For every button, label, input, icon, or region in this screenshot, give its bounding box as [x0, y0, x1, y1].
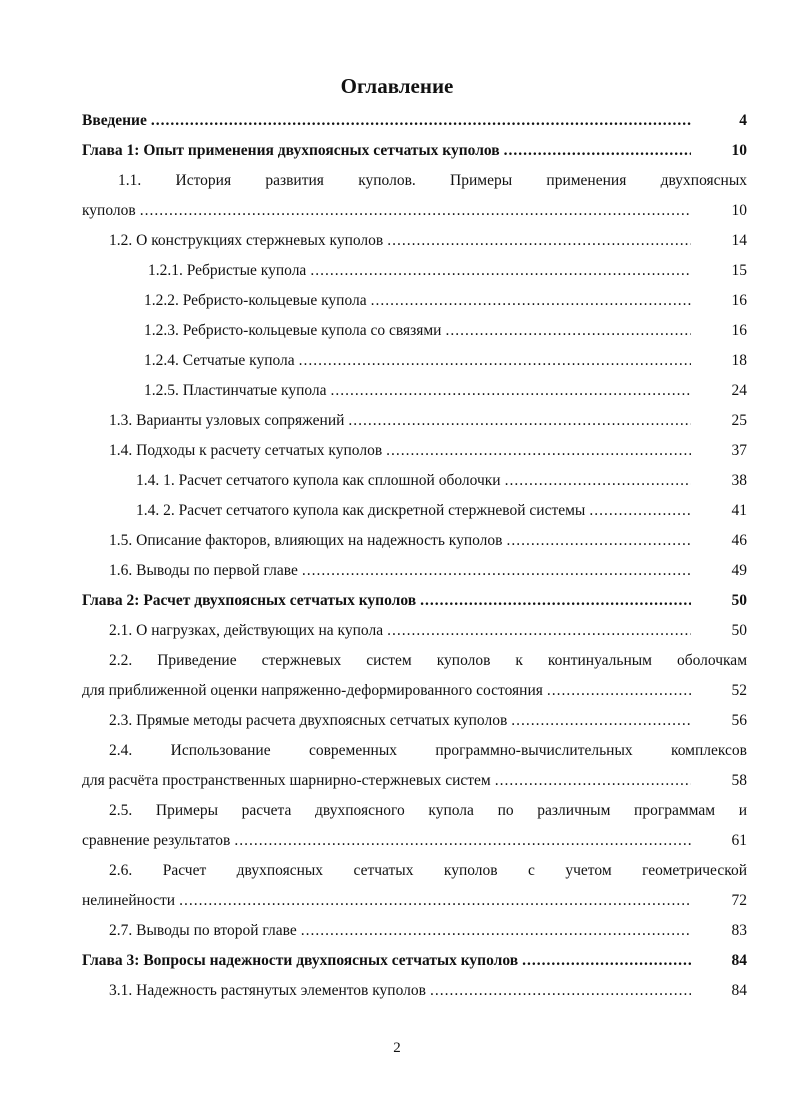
toc-entry[interactable]: [82, 856, 747, 916]
toc-entry[interactable]: [82, 736, 747, 796]
toc-entry-title: 2.3. Прямые методы расчета двухпоясных сетчатых куполов: [109, 712, 508, 729]
toc-entry[interactable]: [82, 796, 747, 856]
toc-entry-title-line1: 2.5. Примеры расчета двухпоясного купола по различным программам и: [109, 802, 747, 819]
toc-entry-page: 38: [731, 472, 747, 489]
toc-entry-page: 84: [731, 952, 747, 969]
dot-leader: [511, 712, 691, 730]
dot-leader: [430, 982, 691, 1000]
table-of-contents: [82, 106, 747, 1006]
toc-entry[interactable]: [82, 256, 747, 286]
toc-entry-title: Введение: [82, 112, 147, 129]
toc-entry[interactable]: [82, 526, 747, 556]
toc-entry[interactable]: [82, 976, 747, 1006]
dot-leader: [506, 532, 691, 550]
toc-entry[interactable]: [82, 226, 747, 256]
toc-entry-page: 61: [731, 832, 747, 849]
dot-leader: [331, 382, 691, 400]
toc-entry-page: 16: [731, 292, 747, 309]
toc-entry-title: 1.5. Описание факторов, влияющих на надежность куполов: [109, 532, 503, 549]
dot-leader: [504, 142, 691, 160]
dot-leader: [505, 472, 691, 490]
dot-leader: [589, 502, 691, 520]
toc-entry-page: 46: [731, 532, 747, 549]
toc-entry-title: 1.4. Подходы к расчету сетчатых куполов: [109, 442, 383, 459]
toc-entry-title: 1.4. 1. Расчет сетчатого купола как сплошной оболочки: [136, 472, 501, 489]
toc-entry-page: 41: [731, 502, 747, 519]
toc-entry-title: куполов: [82, 202, 136, 219]
dot-leader: [310, 262, 691, 280]
toc-entry-page: 37: [731, 442, 747, 459]
dot-leader: [302, 562, 691, 580]
toc-entry[interactable]: [82, 436, 747, 466]
toc-entry-title: 1.6. Выводы по первой главе: [109, 562, 298, 579]
toc-entry-title: Глава 1: Опыт применения двухпоясных сетчатых куполов: [82, 142, 500, 159]
toc-entry-page: 50: [731, 622, 747, 639]
toc-entry[interactable]: [82, 466, 747, 496]
dot-leader: [299, 352, 691, 370]
dot-leader: [234, 832, 691, 850]
dot-leader: [386, 442, 691, 460]
toc-entry[interactable]: [82, 646, 747, 706]
toc-entry-title: сравнение результатов: [82, 832, 231, 849]
toc-entry-title: 1.2.1. Ребристые купола: [148, 262, 307, 279]
dot-leader: [522, 952, 691, 970]
toc-entry-title: 1.2.4. Сетчатые купола: [144, 352, 295, 369]
dot-leader: [420, 592, 691, 610]
toc-entry-page: 49: [731, 562, 747, 579]
dot-leader: [301, 922, 691, 940]
toc-entry[interactable]: [82, 916, 747, 946]
toc-entry-page: 15: [731, 262, 747, 279]
dot-leader: [445, 322, 691, 340]
dot-leader: [348, 412, 691, 430]
toc-entry-title: 1.2.5. Пластинчатые купола: [144, 382, 327, 399]
toc-entry-title: Глава 3: Вопросы надежности двухпоясных сетчатых куполов: [82, 952, 519, 969]
toc-entry-page: 56: [731, 712, 747, 729]
dot-leader: [387, 622, 691, 640]
toc-entry[interactable]: [82, 496, 747, 526]
toc-entry[interactable]: [82, 406, 747, 436]
dot-leader: [151, 112, 691, 130]
toc-entry[interactable]: [82, 286, 747, 316]
toc-entry[interactable]: [82, 946, 747, 976]
toc-entry-title-line1: 2.2. Приведение стержневых систем куполов к континуальным оболочкам: [109, 652, 747, 669]
toc-entry-title: 1.2. О конструкциях стержневых куполов: [109, 232, 384, 249]
toc-entry-page: 14: [731, 232, 747, 249]
toc-entry[interactable]: [82, 106, 747, 136]
toc-entry-page: 52: [731, 682, 747, 699]
toc-entry-page: 72: [731, 892, 747, 909]
toc-entry-page: 83: [731, 922, 747, 939]
toc-entry[interactable]: [82, 316, 747, 346]
dot-leader: [371, 292, 691, 310]
page-number: 2: [393, 1040, 401, 1056]
toc-entry-page: 18: [731, 352, 747, 369]
toc-entry-title: Глава 2: Расчет двухпоясных сетчатых куполов: [82, 592, 417, 609]
toc-entry[interactable]: [82, 586, 747, 616]
toc-entry-title: 1.2.3. Ребристо-кольцевые купола со связями: [144, 322, 442, 339]
dot-leader: [495, 772, 691, 790]
toc-entry-page: 25: [731, 412, 747, 429]
toc-entry-title: 2.1. О нагрузках, действующих на купола: [109, 622, 384, 639]
toc-entry-title-line1: 2.6. Расчет двухпоясных сетчатых куполов с учетом геометрической: [109, 862, 747, 879]
toc-entry-page: 4: [739, 112, 747, 129]
dot-leader: [547, 682, 691, 700]
toc-entry-title-line1: 1.1. История развития куполов. Примеры применения двухпоясных: [118, 172, 747, 189]
toc-entry[interactable]: [82, 556, 747, 586]
toc-entry[interactable]: [82, 616, 747, 646]
toc-entry[interactable]: [82, 376, 747, 406]
dot-leader: [179, 892, 691, 910]
toc-entry-page: 24: [731, 382, 747, 399]
toc-entry-page: 84: [731, 982, 747, 999]
toc-entry-title: 1.3. Варианты узловых сопряжений: [109, 412, 345, 429]
page-title: Оглавление: [340, 74, 454, 98]
toc-entry-title: нелинейности: [82, 892, 176, 909]
dot-leader: [387, 232, 691, 250]
dot-leader: [140, 202, 691, 220]
toc-entry[interactable]: [82, 166, 747, 226]
toc-entry[interactable]: [82, 346, 747, 376]
toc-entry-page: 10: [731, 142, 747, 159]
toc-entry[interactable]: [82, 136, 747, 166]
toc-entry[interactable]: [82, 706, 747, 736]
toc-entry-title: 3.1. Надежность растянутых элементов куполов: [109, 982, 426, 999]
toc-entry-page: 10: [731, 202, 747, 219]
toc-entry-title: 2.7. Выводы по второй главе: [109, 922, 297, 939]
toc-entry-title: для приближенной оценки напряженно-деформированного состояния: [82, 682, 543, 699]
toc-entry-title: 1.2.2. Ребристо-кольцевые купола: [144, 292, 367, 309]
toc-entry-title: 1.4. 2. Расчет сетчатого купола как дискретной стержневой системы: [136, 502, 586, 519]
toc-entry-page: 58: [731, 772, 747, 789]
toc-entry-title-line1: 2.4. Использование современных программно-вычислительных комплексов: [109, 742, 747, 759]
toc-entry-title: для расчёта пространственных шарнирно-стержневых систем: [82, 772, 491, 789]
toc-entry-page: 50: [731, 592, 747, 609]
toc-entry-page: 16: [731, 322, 747, 339]
